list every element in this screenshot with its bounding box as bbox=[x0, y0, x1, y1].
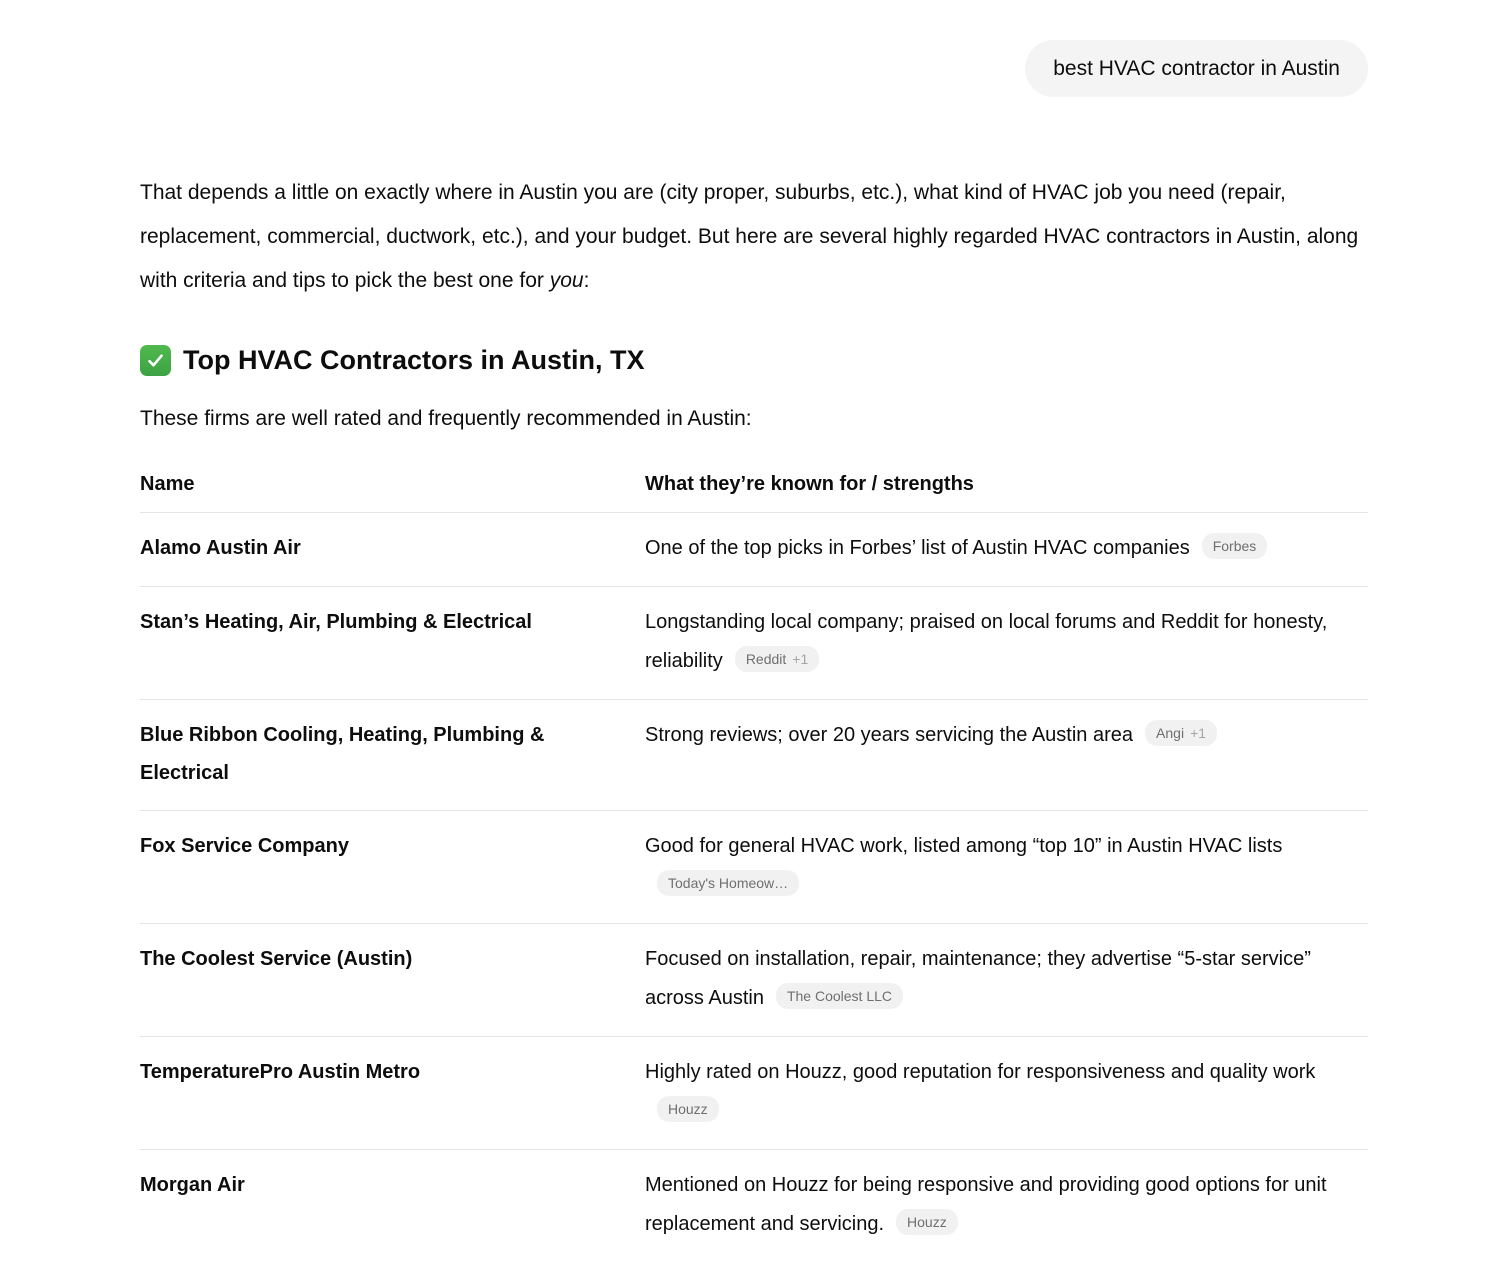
table-body bbox=[140, 513, 1368, 1262]
intro-paragraph bbox=[140, 171, 1368, 303]
contractor-name: Morgan Air bbox=[140, 1174, 245, 1196]
table-row bbox=[140, 1150, 1368, 1262]
source-citation-badge[interactable] bbox=[657, 870, 799, 896]
contractor-name: Fox Service Company bbox=[140, 835, 349, 857]
citation-source-label: Angi bbox=[1156, 725, 1185, 741]
intro-text-part2: : bbox=[583, 269, 590, 292]
citation-extra-count: +1 bbox=[1190, 725, 1207, 741]
contractor-name: Alamo Austin Air bbox=[140, 537, 301, 559]
source-citation-badge[interactable] bbox=[776, 983, 903, 1009]
intro-text-part1: That depends a little on exactly where in Austin you are (city proper, suburbs, etc.), what kind of HVAC job you need (repair, replacement, commercial, ductwork, etc.), and your budget. But here are several highly regarded HVAC contractors in Austin, along with criteria and tips to pick the best one for bbox=[140, 181, 1359, 292]
description-text: Good for general HVAC work, listed among “top 10” in Austin HVAC lists bbox=[645, 835, 1283, 857]
section-title: Top HVAC Contractors in Austin, TX bbox=[183, 345, 645, 375]
section-heading bbox=[140, 345, 1368, 376]
contractors-table bbox=[140, 460, 1368, 1262]
contractor-description bbox=[645, 716, 1368, 755]
table-row bbox=[140, 924, 1368, 1037]
table-row bbox=[140, 1037, 1368, 1150]
user-message-row bbox=[140, 0, 1368, 97]
description-text: Strong reviews; over 20 years servicing the Austin area bbox=[645, 724, 1134, 746]
contractor-name: TemperaturePro Austin Metro bbox=[140, 1061, 421, 1083]
source-citation-badge[interactable] bbox=[1145, 720, 1217, 746]
table-row bbox=[140, 587, 1368, 700]
conversation-column bbox=[140, 0, 1368, 1262]
description-text: Focused on installation, repair, maintenance; they advertise “5-star service” across Austin bbox=[645, 948, 1311, 1009]
citation-source-label: The Coolest LLC bbox=[786, 988, 893, 1004]
table-header-row bbox=[140, 460, 1368, 513]
assistant-message bbox=[140, 171, 1368, 1262]
check-mark-emoji-icon bbox=[140, 345, 171, 376]
user-message-text: best HVAC contractor in Austin bbox=[1053, 57, 1340, 80]
table-row bbox=[140, 811, 1368, 924]
citation-source-label: Houzz bbox=[668, 1101, 708, 1117]
contractor-description bbox=[645, 529, 1368, 568]
column-header-name: Name bbox=[140, 473, 195, 495]
column-header-strengths: What they’re known for / strengths bbox=[645, 473, 974, 495]
contractor-description bbox=[645, 827, 1368, 905]
description-text: Longstanding local company; praised on local forums and Reddit for honesty, reliability bbox=[645, 611, 1328, 672]
section-subtitle: These firms are well rated and frequently recommended in Austin: bbox=[140, 407, 752, 430]
contractor-description bbox=[645, 1166, 1368, 1244]
contractor-name: Blue Ribbon Cooling, Heating, Plumbing & Electrical bbox=[140, 724, 545, 784]
citation-source-label: Forbes bbox=[1212, 538, 1257, 554]
description-text: One of the top picks in Forbes’ list of Austin HVAC companies bbox=[645, 537, 1190, 559]
citation-source-label: Reddit bbox=[745, 651, 787, 667]
source-citation-badge[interactable] bbox=[896, 1209, 958, 1235]
citation-source-label: Houzz bbox=[907, 1214, 947, 1230]
table-row bbox=[140, 700, 1368, 811]
citation-source-label: Today's Homeow… bbox=[668, 875, 789, 891]
source-citation-badge[interactable] bbox=[1202, 533, 1268, 559]
contractor-name: The Coolest Service (Austin) bbox=[140, 948, 413, 970]
table-row bbox=[140, 513, 1368, 587]
contractor-description bbox=[645, 1053, 1368, 1131]
description-text: Mentioned on Houzz for being responsive and providing good options for unit replacement and servicing. bbox=[645, 1174, 1327, 1235]
intro-emphasis: you bbox=[549, 269, 584, 292]
contractor-name: Stan’s Heating, Air, Plumbing & Electrical bbox=[140, 611, 532, 633]
description-text: Highly rated on Houzz, good reputation for responsiveness and quality work bbox=[645, 1061, 1316, 1083]
user-message-bubble bbox=[1025, 40, 1368, 97]
source-citation-badge[interactable] bbox=[657, 1096, 719, 1122]
contractor-description bbox=[645, 603, 1368, 681]
citation-extra-count: +1 bbox=[792, 651, 809, 667]
contractor-description bbox=[645, 940, 1368, 1018]
source-citation-badge[interactable] bbox=[735, 646, 819, 672]
